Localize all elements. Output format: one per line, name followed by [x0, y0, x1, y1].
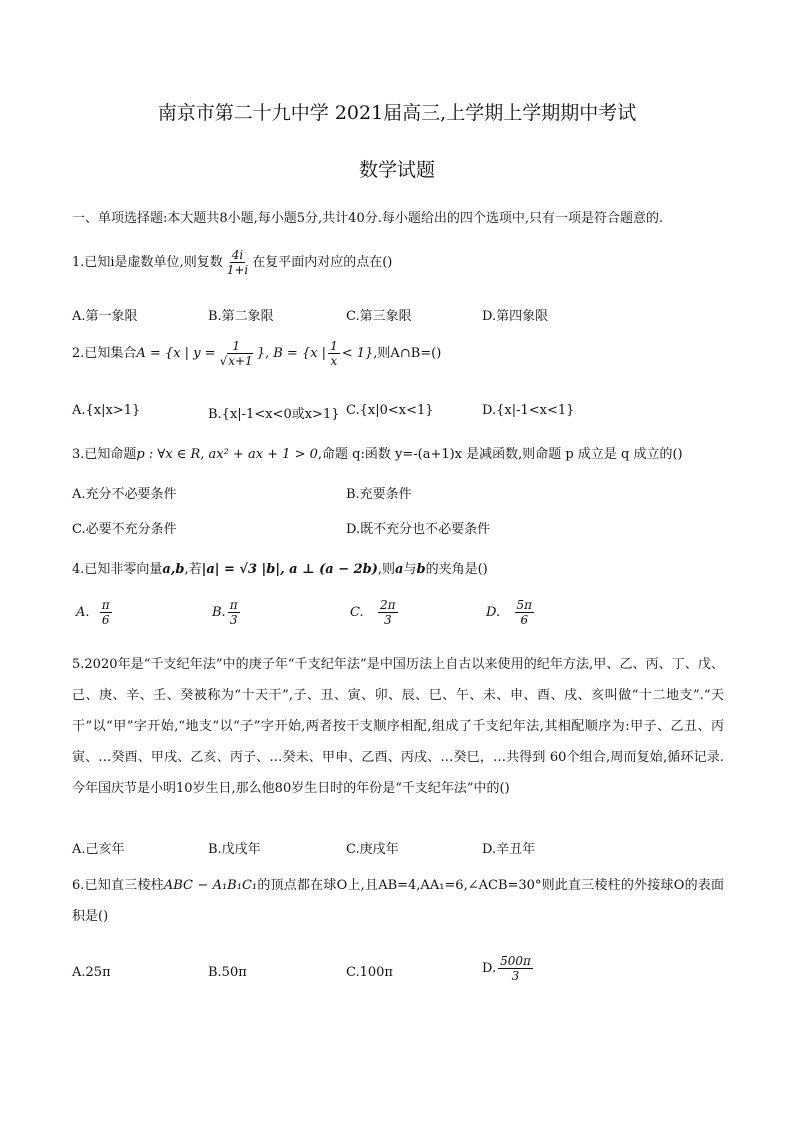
page-subtitle: 数学试题: [358, 159, 435, 181]
q4-suffix2: 的夹角是(): [425, 562, 488, 577]
q6-formula: ABC − A₁B₁C₁: [163, 878, 258, 893]
q4-option-c-frac: [378, 598, 398, 627]
q6-option-b: B.50π: [208, 965, 247, 980]
q4-option-c-den: 3: [383, 613, 392, 627]
page-title: 南京市第二十九中学 2021届高三,上学期上学期期中考试: [157, 102, 637, 124]
q2-prefix: 2.已知集合: [72, 346, 137, 361]
q4-option-d-frac: [515, 598, 535, 627]
q3-prefix: 3.已知命题: [72, 447, 137, 462]
q4-option-a-den: 6: [101, 613, 110, 627]
q4-option-c-num: 2π: [380, 598, 396, 612]
q1-fraction: [225, 248, 251, 277]
q1-prefix: 1.已知i是虚数单位,则复数: [72, 255, 223, 270]
q2-setA-left: A = {x | y =: [136, 346, 216, 361]
q4-vectors: a,b: [162, 562, 185, 577]
q4-option-d-den: 6: [520, 613, 529, 627]
q4-prefix: 4.已知非零向量: [72, 562, 163, 577]
q6-option-a: A.25π: [72, 965, 111, 980]
q4-option-b-num: π: [229, 598, 238, 612]
q4-option-a-label: A.: [76, 605, 90, 620]
q3-option-d: D.既不充分也不必要条件: [346, 522, 491, 537]
q2-suffix: ,则A∩B=(): [373, 346, 442, 361]
question-4: [72, 558, 488, 577]
q4-with: 与: [403, 562, 417, 577]
q6-option-d-label: D.: [482, 961, 497, 976]
q6-option-d-den: 3: [511, 969, 520, 983]
question-1: [72, 248, 392, 277]
q2-setB-right: < 1}: [341, 346, 374, 361]
q4-option-a: [76, 598, 114, 627]
q5-option-a: A.己亥年: [72, 842, 125, 857]
q3-option-b: B.充要条件: [346, 487, 412, 502]
q2-option-d: D.{x|-1<x<1}: [482, 403, 575, 418]
q4-vector-a: a: [395, 562, 404, 577]
q4-option-c-label: C.: [350, 605, 364, 620]
q4-vector-b: b: [416, 562, 426, 577]
q6-option-d: [482, 954, 535, 983]
q1-option-c: C.第三象限: [346, 309, 412, 324]
q2-setA-fraction: [218, 339, 255, 368]
q2-setB-num: 1: [330, 339, 338, 353]
q4-option-b-frac: [228, 598, 240, 627]
q3-suffix: ,命题 q:函数 y=-(a+1)x 是减函数,则命题 p 成立是 q 成立的(): [317, 447, 683, 462]
q2-setB-den: x: [330, 354, 338, 368]
q2-setA-den: √x+1: [219, 354, 253, 368]
q6-prefix: 6.已知直三棱柱: [72, 878, 164, 893]
q1-frac-den: 1+i: [226, 263, 249, 277]
q4-option-d-num: 5π: [516, 598, 533, 612]
q2-setA-right: }, B = {x |: [256, 346, 327, 361]
q6-option-c: C.100π: [346, 965, 393, 980]
q4-option-c: [350, 598, 400, 627]
q4-formula: |a| = √3 |b|, a ⊥ (a − 2b): [201, 562, 378, 577]
q4-option-a-frac: [100, 598, 112, 627]
q2-setA-num: 1: [232, 339, 240, 353]
q6-option-d-num: 500π: [500, 954, 531, 968]
q4-option-b-label: B.: [212, 605, 226, 620]
q3-option-a: A.充分不必要条件: [72, 487, 177, 502]
section-intro: 一、单项选择题:本大题共8小题,每小题5分,共计40分.每小题给出的四个选项中,只有一项是符合题意的.: [72, 211, 664, 226]
q1-option-d: D.第四象限: [482, 309, 549, 324]
q1-suffix: 在复平面内对应的点在(): [252, 255, 393, 270]
q4-mid: ,若: [184, 562, 202, 577]
q2-option-a: A.{x|x>1}: [72, 403, 141, 418]
q4-suffix1: ,则: [377, 562, 396, 577]
q4-option-d: [486, 598, 536, 627]
q1-option-a: A.第一象限: [72, 309, 138, 324]
q2-setA-radicand: x+1: [228, 354, 253, 368]
question-6: [72, 870, 724, 932]
q3-formula: p : ∀x ∈ R, ax² + ax + 1 > 0: [136, 447, 318, 462]
q5-option-d: D.辛丑年: [482, 842, 536, 857]
q2-setB-fraction: [328, 339, 340, 368]
q2-option-b: B.{x|-1<x<0或x>1}: [208, 407, 340, 422]
q4-option-d-label: D.: [486, 605, 501, 620]
question-5: 5.2020年是“千支纪年法”中的庚子年“千支纪年法”是中国历法上自古以来使用的纪年方法,甲、乙、丙、丁、戊、己、庚、辛、壬、癸被称为“十天干”,子、丑、寅、卯、辰、巳、午、未、申、酉、戌、亥叫做“十二地支”.“天干”以“甲”字开始,“地支”以“子”字开始,两者按干支顺序相配,组成了千支纪年法,其相配顺序为:甲子、乙丑、丙寅、…癸酉、甲戌、乙亥、丙子、…癸未、甲申、乙酉、丙戌、…癸巳，…共得到 60个组合,周而复始,循环记录.今年国庆节是小明10岁生日,那么他80岁生日时的年份是“千支纪年法”中的(): [72, 657, 724, 796]
q2-option-c: C.{x|0<x<1}: [346, 403, 434, 418]
q1-option-b: B.第二象限: [208, 309, 274, 324]
question-3: [72, 443, 683, 462]
q1-frac-num: 4i: [231, 248, 244, 262]
q5-option-c: C.庚戌年: [346, 842, 399, 857]
q3-option-c: C.必要不充分条件: [72, 522, 177, 537]
q4-option-b-den: 3: [229, 613, 238, 627]
q4-option-a-num: π: [101, 598, 110, 612]
q4-option-b: [212, 598, 242, 627]
q5-option-b: B.戊戌年: [208, 842, 261, 857]
q6-suffix: 的顶点都在球O上,且AB=4,AA₁=6,∠ACB=30°则此直三棱柱的外接球O的表面积是(): [72, 878, 725, 924]
question-2: [72, 339, 441, 368]
q6-option-d-frac: [498, 954, 533, 983]
